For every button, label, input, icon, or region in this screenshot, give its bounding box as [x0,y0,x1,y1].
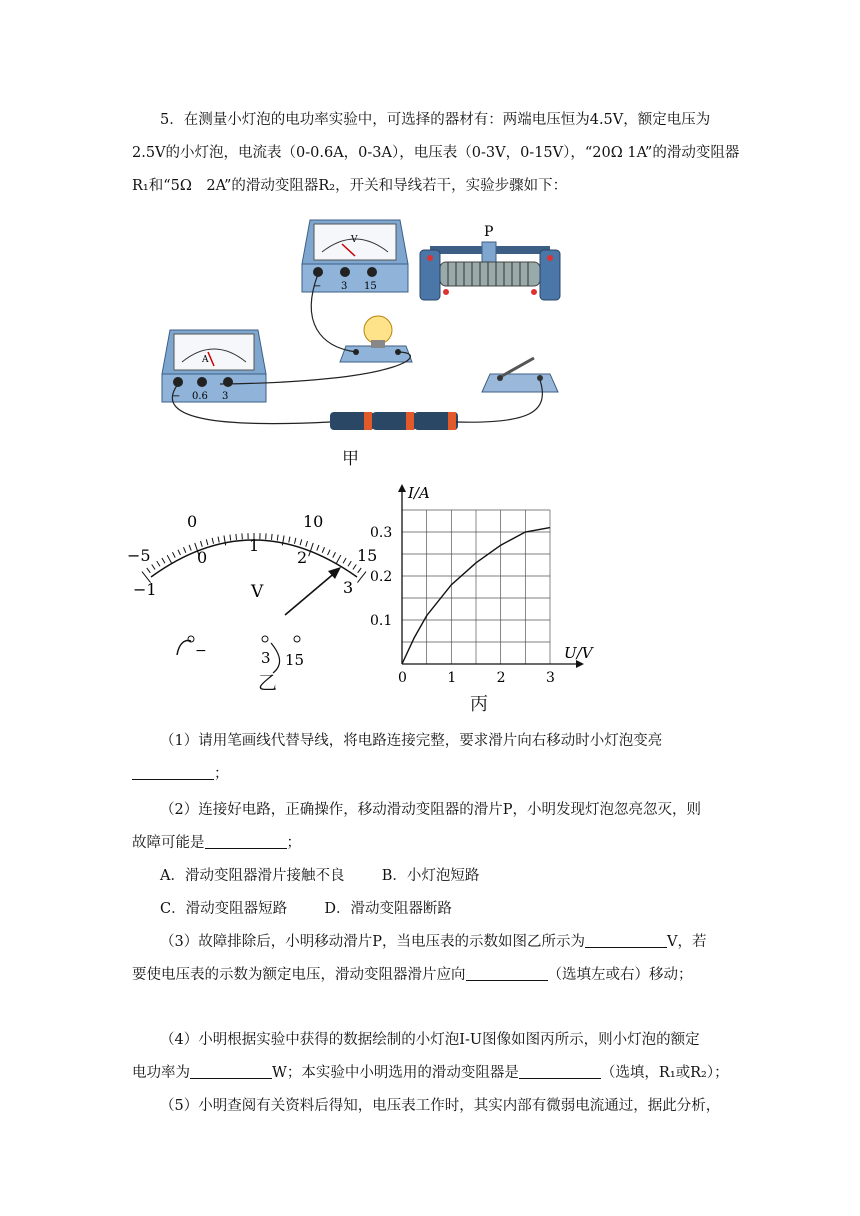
option-c: C．滑动变阻器短路 [160,901,288,917]
option-b: B．小灯泡短路 [381,868,480,884]
voltmeter-terminal-3: 3 [341,281,348,292]
q2-text: （2）连接好电路，正确操作，移动滑动变阻器的滑片P，小明发现灯泡忽亮忽灭，则 [160,802,701,818]
dial-tick [152,564,155,569]
q3-line-1 [160,926,732,959]
dial-tick [218,537,219,543]
dial-tick [322,547,324,553]
outer-scale-15: 15 [357,546,378,565]
voltmeter-terminal-neg: − [313,281,322,292]
y-tick-label: 0.3 [370,525,393,541]
y-axis-label: I/A [408,484,430,502]
dial-tick [289,537,290,543]
dial-tick [167,555,172,564]
dial-tick [271,534,272,540]
dial-tick [147,568,151,573]
dial-tick [183,547,185,553]
x-tick-label: 2 [496,670,506,686]
dial-terminal-3: 3 [261,649,271,667]
q3-line2-prefix: 要使电压表的示数为额定电压，滑动变阻器滑片应向 [132,967,466,983]
chart-ticks [370,525,555,686]
q2-prefix: 故障可能是 [132,835,205,851]
inner-scale-2: 2 [297,548,308,567]
outer-scale-0: 0 [187,512,198,531]
dial-tick [224,535,226,545]
light-bulb [340,316,412,362]
dial-tick [309,543,314,556]
dial-tick [343,558,346,563]
q1-answer-line [132,758,704,791]
voltmeter-device [302,220,408,292]
dial-tick [162,558,165,563]
dial-pointer [285,571,337,615]
q2-line-2 [132,827,704,860]
dial-tick [328,550,331,555]
dial-tick [189,545,191,551]
q3-mid: V，若 [666,934,707,950]
q3-prefix: （3）故障排除后，小明移动滑片P，当电压表的示数如图乙所示为 [160,934,585,950]
switch [482,358,558,392]
x-axis-label: U/V [564,644,593,662]
dial-tick [277,535,278,541]
dial-tick [236,534,237,540]
dial-terminal-15: 15 [285,651,305,669]
dial-tick [300,539,302,545]
outer-scale-10: 10 [303,512,324,531]
options-cd [160,893,732,926]
options-ab [160,860,732,893]
figure-yi-caption: 乙 [258,672,278,694]
q3-voltage-blank[interactable] [585,931,667,948]
y-tick-label: 0.2 [370,569,393,585]
q4-prefix: 电功率为 [132,1065,190,1081]
chart-grid [402,510,550,664]
voltmeter-terminal-15: 15 [364,281,377,292]
ammeter-terminal-neg: − [172,391,181,402]
outer-scale-neg5: −5 [127,546,151,565]
inner-scale-3: 3 [343,578,354,597]
q4-line-1: （4）小明根据实验中获得的数据绘制的小灯泡I-U图像如图丙所示，则小灯泡的额定 [160,1032,700,1048]
dial-tick [230,535,231,541]
q2-end: ； [286,835,301,851]
figure-bing-caption: 丙 [470,694,488,715]
circuit-figure-jia [150,212,570,442]
q4-rheostat-blank[interactable] [519,1062,601,1079]
y-axis-arrow [398,484,406,492]
dial-tick [200,541,202,547]
dial-tick [157,561,160,566]
q4-mid: W；本实验中小明选用的滑动变阻器是 [272,1065,519,1081]
inner-scale-1: 1 [249,536,260,555]
ammeter-device [162,330,266,402]
x-tick-label: 3 [546,670,555,686]
q4-line-2 [132,1057,742,1090]
dial-tick [306,541,308,547]
q3-end: （选填左或右）移动； [547,967,693,983]
ammeter-letter: A [202,355,209,365]
dial-tick [348,561,351,566]
dial-terminal-neg: − [195,643,207,659]
option-a: A．滑动变阻器滑片接触不良 [160,868,345,884]
q1-answer-blank[interactable] [132,763,214,780]
dial-tick [294,538,295,544]
dial-tick [353,564,356,569]
dial-tick [178,550,181,555]
y-tick-label: 0.1 [370,613,393,629]
q1-text: （1）请用笔画线代替导线，将电路连接完整，要求滑片向右移动时小灯泡变亮 [160,733,663,749]
dial-tick [212,538,213,544]
x-tick-label: 0 [398,670,407,686]
ammeter-terminal-3: 3 [222,391,229,402]
q1-end: ； [214,766,229,782]
iu-chart [362,482,602,692]
q2-answer-blank[interactable] [205,832,287,849]
dial-tick [333,552,336,557]
dial-tick [358,568,362,573]
voltmeter-letter: V [351,235,358,245]
question-line-3: R₁和“5Ω 2A”的滑动变阻器R₂，开关和导线若干，实验步骤如下： [132,178,568,194]
inner-scale-neg1: −1 [133,580,157,599]
inner-scale-0: 0 [197,548,208,567]
battery-pack [330,412,458,430]
dial-tick [173,552,176,557]
dial-tick [336,555,341,564]
q3-direction-blank[interactable] [466,964,548,981]
voltmeter-dial-figure-yi [125,505,385,690]
dial-tick [317,545,319,551]
q4-power-blank[interactable] [190,1062,272,1079]
rheostat-device [420,224,560,300]
ammeter-terminal-0.6: 0.6 [192,391,208,402]
question-line-1: 5．在测量小灯泡的电功率实验中，可选择的器材有：两端电压恒为4.5V，额定电压为 [160,112,711,128]
rheostat-label-p: P [484,224,494,240]
q3-line-2 [132,959,742,992]
x-tick-label: 1 [447,670,457,686]
option-d: D．滑动变阻器断路 [324,901,452,917]
q4-end: （选填，R₁或R₂）； [600,1065,729,1081]
question-line-2: 2.5V的小灯泡，电流表（0-0.6A，0-3A），电压表（0-3V，0-15V），“20Ω 1A”的滑动变阻器 [132,145,740,161]
dial-tick [206,539,208,545]
dial-meter-letter: V [251,582,264,602]
figure-jia-caption: 甲 [342,449,359,469]
q5-text: （5）小明查阅有关资料后得知，电压表工作时，其实内部有微弱电流通过，据此分析， [160,1098,721,1114]
